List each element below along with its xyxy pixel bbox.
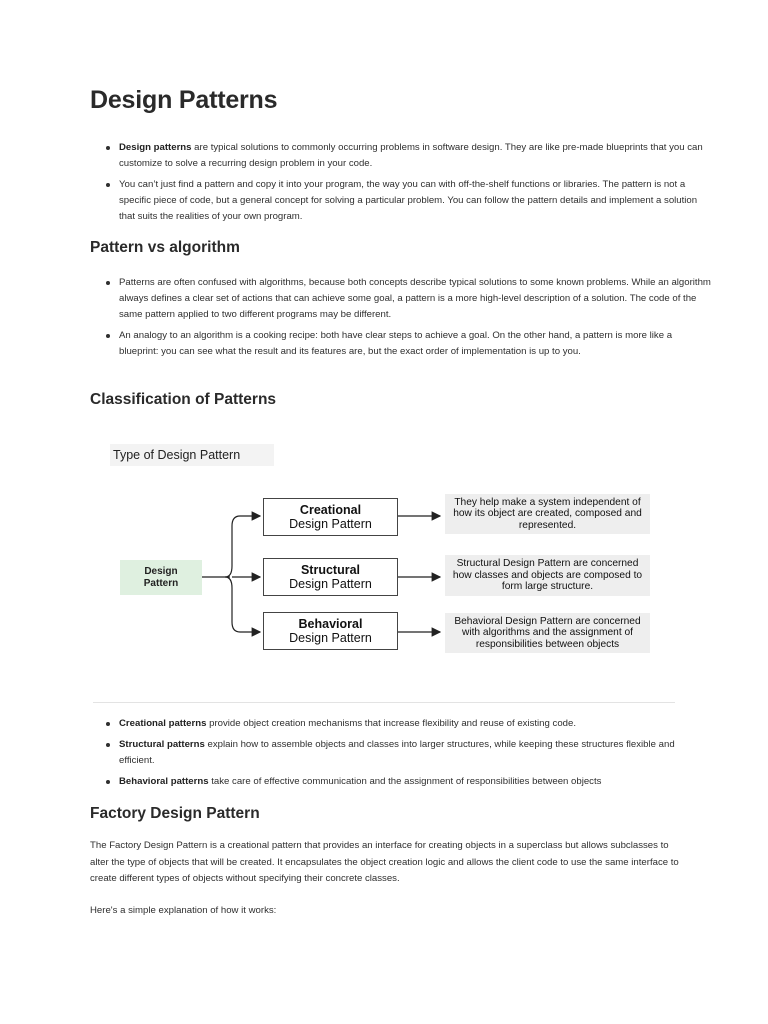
item-text: provide object creation mechanisms that increase flexibility and reuse of existing code. (206, 718, 576, 729)
bold-term: Creational patterns (119, 718, 207, 729)
connector-line (225, 516, 240, 632)
structural-node (263, 558, 398, 596)
item-text: take care of effective communication and the assignment of responsibilities between objects (208, 776, 602, 787)
page-title: Design Patterns (90, 86, 278, 114)
list-item (119, 737, 711, 769)
heading-pattern-vs-algorithm: Pattern vs algorithm (90, 239, 240, 256)
structural-description: Structural Design Pattern are concerned how classes and objects are composed to form large structure. (445, 555, 650, 596)
list-item (119, 140, 711, 172)
node-name: Behavioral (298, 616, 363, 631)
root-node (120, 560, 202, 595)
item-text: are typical solutions to commonly occurring problems in software design. They are like pre-made blueprints that you can customize to solve a recurring design problem in your code. (119, 142, 703, 169)
root-line: Pattern (143, 577, 179, 589)
node-name: Structural (300, 562, 361, 577)
design-pattern-diagram (100, 436, 660, 676)
bold-term: Design patterns (119, 142, 192, 153)
list-item: An analogy to an algorithm is a cooking recipe: both have clear steps to achieve a goal. On the other hand, a pattern is more like a blueprint: you can see what the result and its features are, but the exact order of implementation is up to you. (119, 328, 711, 360)
intro-list (90, 140, 711, 230)
bold-term: Structural patterns (119, 739, 205, 750)
classification-list (90, 716, 711, 795)
root-line: Design (144, 565, 178, 577)
item-text: explain how to assemble objects and classes into larger structures, while keeping these structures flexible and efficient. (119, 739, 675, 766)
node-sub: Design Pattern (289, 576, 372, 591)
creational-node (263, 498, 398, 536)
node-sub: Design Pattern (289, 630, 372, 645)
factory-paragraph-2: Here's a simple explanation of how it works: (90, 905, 277, 916)
list-item: Patterns are often confused with algorithms, because both concepts describe typical solutions to some known problems. While an algorithm always defines a clear set of actions that can achieve some goal, a pattern is a more high-level description of a solution. The code of the same pattern applied to two different programs may be different. (119, 275, 711, 323)
list-item (119, 177, 711, 225)
node-name: Creational (299, 502, 362, 517)
heading-classification: Classification of Patterns (90, 391, 277, 408)
creational-description: They help make a system independent of how its object are created, composed and represented. (445, 494, 650, 534)
heading-factory: Factory Design Pattern (90, 805, 260, 822)
list-item (119, 774, 711, 790)
diagram-title: Type of Design Pattern (110, 444, 274, 466)
list-item (119, 716, 711, 732)
item-text: You can’t just find a pattern and copy it into your program, the way you can with off-the-shelf functions or libraries. The pattern is not a specific piece of code, but a general concept for solving a particular problem. You can follow the pattern details and implement a solution that suits the realities of your own program. (119, 179, 698, 222)
behavioral-description: Behavioral Design Pattern are concerned with algorithms and the assignment of responsibilities between objects (445, 613, 650, 653)
behavioral-node (263, 612, 398, 650)
divider (93, 702, 675, 703)
factory-paragraph: The Factory Design Pattern is a creational pattern that provides an interface for creating objects in a superclass but allows subclasses to alter the type of objects that will be created. It encapsulates the object creation logic and allows the client code to use the same interface to create different types of objects without specifying their concrete classes. (90, 840, 679, 884)
algorithm-list (90, 275, 711, 365)
node-sub: Design Pattern (289, 516, 372, 531)
bold-term: Behavioral patterns (119, 776, 209, 787)
